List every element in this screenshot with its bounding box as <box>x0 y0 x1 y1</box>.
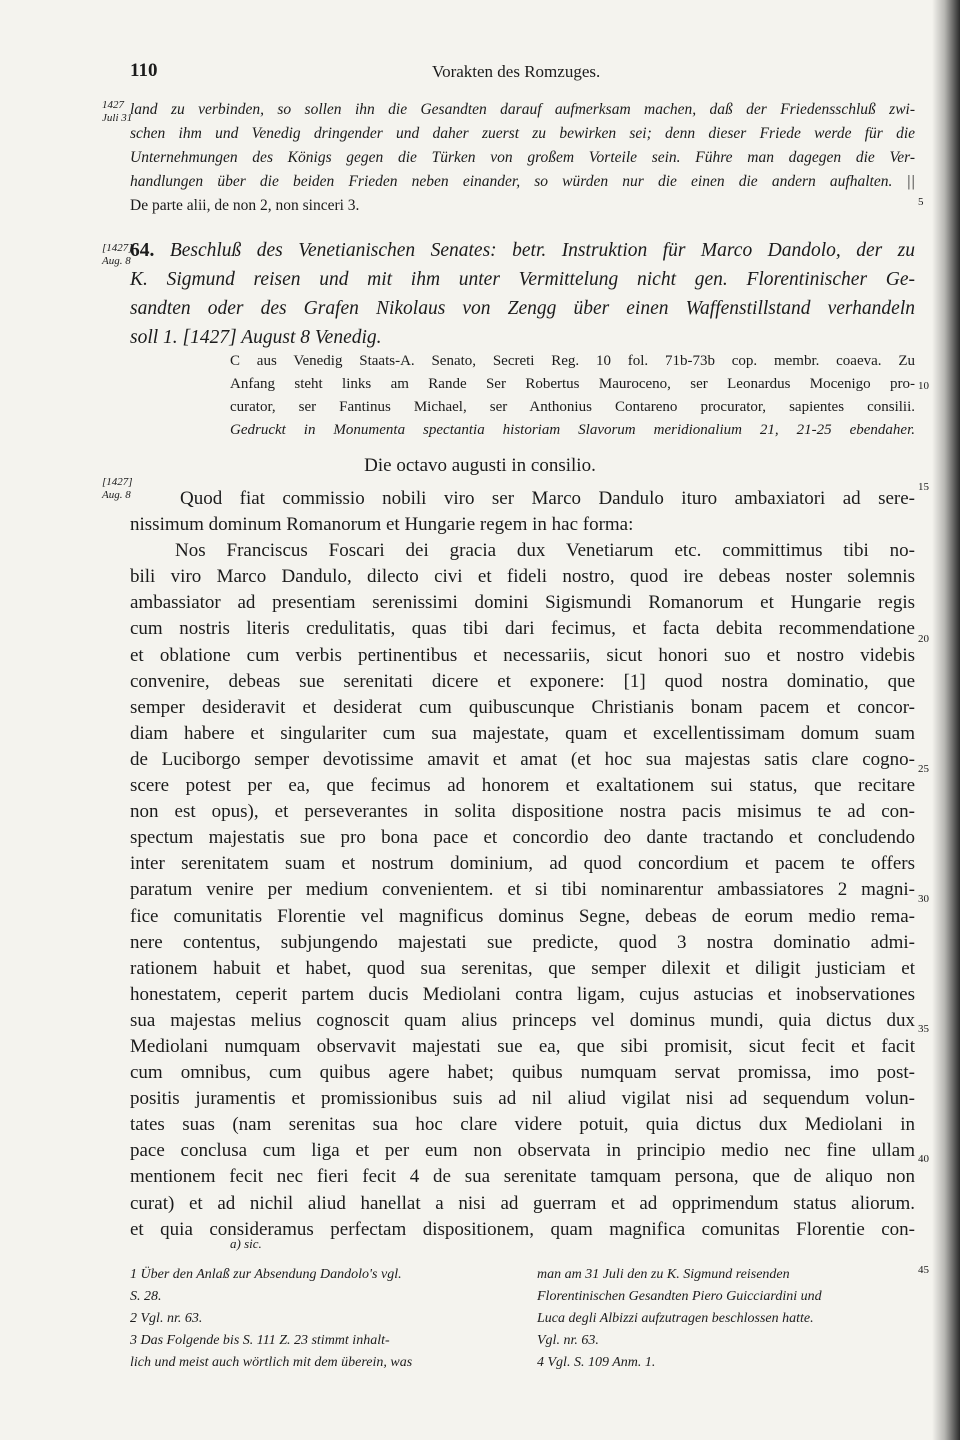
line-number: 30 <box>918 893 929 905</box>
body-line: non est opus), et perseverantes in solita dispositione nostra pacis misimus te ad con- <box>130 801 915 823</box>
line-number: 20 <box>918 633 929 645</box>
summary-line: land zu verbinden, so sollen ihn die Gesandten darauf aufmerksam machen, daß der Friedensschluß zwi- <box>130 101 915 118</box>
footnote-line: Luca degli Albizzi aufzutragen beschlossen hatte. <box>537 1311 814 1326</box>
page-edge-shadow <box>932 0 960 1440</box>
margin-year: 1427 <box>102 99 124 111</box>
page-number: 110 <box>130 60 158 81</box>
source-note <box>230 350 915 442</box>
body-line: spectum majestatis sue pro bona pace et concordio deo dante tractando et concludendo <box>130 827 915 849</box>
line-number: 15 <box>918 481 929 493</box>
body-line: ambassiator ad presentiam serenissimi domini Sigismundi Romanorum et Hungarie regis <box>130 592 915 614</box>
body-line: sua majestas melius cognoscit quam alius princeps vel dominus mundi, quia dictus dux <box>130 1009 915 1031</box>
footnote-line: 4 Vgl. S. 109 Anm. 1. <box>537 1355 656 1370</box>
body-line: bili viro Marco Dandulo, dilecto civi et fideli nostro, quod ire debeas noster solemnis <box>130 566 915 588</box>
document-number: 64. <box>130 240 155 261</box>
body-line: convenire, debeas sue serenitati dicere et exponere: [1] quod nostra dominatio, que <box>130 670 915 692</box>
summary-line: Unternehmungen des Königs gegen die Türken von großem Vorteile sein. Führe man dagegen die Ver- <box>130 149 915 166</box>
footnote-line: lich und meist auch wörtlich mit dem überein, was <box>130 1355 413 1370</box>
body-line: Quod fiat commissio nobili viro ser Marco Dandulo ituro ambaxiatori ad sere- <box>180 488 915 509</box>
running-head <box>0 60 960 86</box>
body-line: semper desideravit et desiderat cum quibuscunque Christianis bonam pacem et concor- <box>130 696 915 718</box>
line-number: 5 <box>918 196 924 208</box>
body-line: scere potest per ea, que fecimus ad honorem et exaltationem sui status, que recitare <box>130 775 915 797</box>
line-number: 35 <box>918 1023 929 1035</box>
body-line: nere contentus, subjungendo majestati sue predicte, quod 3 nostra dominatio admi- <box>130 931 915 953</box>
footnote-line: man am 31 Juli den zu K. Sigmund reisenden <box>537 1267 790 1282</box>
footnote-line: Florentinischen Gesandten Piero Guicciardini und <box>537 1289 822 1304</box>
body-line: et oblatione cum verbis pertinentibus et necessariis, sicut honori suo et nostro videbis <box>130 644 915 666</box>
body-line: de Luciborgo semper devotissime amavit et amat (et hoc sua majestas satis clare cogno- <box>130 748 915 770</box>
margin-day: Aug. 8 <box>102 489 131 501</box>
margin-year: [1427] <box>102 242 133 254</box>
date-heading: Die octavo augusti in consilio. <box>364 455 596 476</box>
footnotes-left-column <box>130 1264 510 1374</box>
body-line: nissimum dominum Romanorum et Hungarie regem in hac forma: <box>130 514 634 536</box>
footnotes-right-column <box>537 1264 915 1374</box>
body-line: Nos Franciscus Foscari dei gracia dux Venetiarum etc. committimus tibi no- <box>175 540 915 562</box>
body-line: pace conclusa cum liga et per eum non observata in principio medio nec fine ullam <box>130 1140 915 1162</box>
line-number: 10 <box>918 380 929 392</box>
preceding-summary <box>130 98 915 218</box>
heading-line: soll 1. [1427] August 8 Venedig. <box>130 327 382 348</box>
margin-day: Aug. 8 <box>102 255 131 267</box>
body-line: mentionem fecit nec fieri fecit 4 de sua serenitate tamquam persona, que de aliquo non <box>130 1166 915 1188</box>
line-number: 45 <box>918 1264 929 1276</box>
source-line: curator, ser Fantinus Michael, ser Anthonius Contareno procurator, sapientes consilii. <box>230 399 915 415</box>
heading-line <box>130 236 915 265</box>
body-line: fice comunitatis Florentie vel magnificus dominus Segne, debeas de eorum medio rema- <box>130 905 915 927</box>
body-line: inter serenitatem suam et nostrum dominium, ad quod concordium et pacem te offers <box>130 853 915 875</box>
body-line: cum nostris literis credulitatis, quas tibi dari fecimus, et facta debita recommendatione <box>130 618 915 640</box>
heading-text: Beschluß des Venetianischen Senates: betr. Instruktion für Marco Dandolo, der zu <box>169 240 915 261</box>
source-line: Anfang steht links am Rande Ser Robertus Mauroceno, ser Leonardus Mocenigo pro- <box>230 376 915 392</box>
line-number: 25 <box>918 763 929 775</box>
summary-line: handlungen über die beiden Frieden neben einander, so würden nur die einen die andern aufhalten. || <box>130 173 915 190</box>
margin-day: Juli 31 <box>102 112 133 124</box>
document-body <box>130 486 915 1243</box>
body-line: curat) et ad nichil aliud hanellat a nisi ad guerram et ad opprimendum status aliorum. <box>130 1192 915 1214</box>
source-line: Gedruckt in Monumenta spectantia historiam Slavorum meridionalium 21, 21-25 ebendaher. <box>230 422 915 438</box>
body-line: diam habere et singulariter cum sua majestate, quam et excellentissimam domum suam <box>130 722 915 744</box>
line-number: 40 <box>918 1153 929 1165</box>
body-line: Mediolani numquam observavit majestati sue ea, que sibi promisit, sicut fecit et facit <box>130 1035 915 1057</box>
heading-line: K. Sigmund reisen und mit ihm unter Vermittelung nicht gen. Florentinischer Ge- <box>130 269 915 290</box>
body-line: cum omnibus, cum quibus agere habet; quibus numquam servat promissa, imo post- <box>130 1062 915 1084</box>
source-line: C aus Venedig Staats-A. Senato, Secreti Reg. 10 fol. 71b-73b cop. membr. coaeva. Zu <box>230 353 915 369</box>
footnote-line: 1 Über den Anlaß zur Absendung Dandolo's vgl. <box>130 1267 402 1282</box>
summary-line: De parte alii, de non 2, non sinceri 3. <box>130 197 360 214</box>
summary-line: schen ihm und Venedig dringender und daher zuerst zu bewirken sei; denn dieser Friede werde für die <box>130 125 915 142</box>
body-line: tates suas (nam serenitas sua hoc clare videre potuit, quia dictus dux Mediolani in <box>130 1114 915 1136</box>
footnote-line: 2 Vgl. nr. 63. <box>130 1311 203 1326</box>
running-title: Vorakten des Romzuges. <box>432 62 601 81</box>
body-line: honestatem, ceperit partem ducis Mediolani contra ligam, cujus astucias et inobservationes <box>130 983 915 1005</box>
body-line: positis juramentis et promissionibus suis ad nil aliud vigilat nisi ad sequendum volun- <box>130 1088 915 1110</box>
footnote-line: S. 28. <box>130 1289 162 1304</box>
body-line: rationem habuit et habet, quod sua serenitas, que semper dilexit et diligit justiciam et <box>130 957 915 979</box>
footnote-line: Vgl. nr. 63. <box>537 1333 599 1348</box>
body-line: et quia consideramus perfectam dispositionem, quam magnifica comunitas Florentie con- <box>130 1218 915 1240</box>
textual-note: a) sic. <box>230 1236 262 1251</box>
body-line: paratum venire per medium convenientem. et si tibi nominarentur ambassiatores 2 magni- <box>130 879 915 901</box>
footnote-line: 3 Das Folgende bis S. 111 Z. 23 stimmt inhalt- <box>130 1333 390 1348</box>
heading-line: sandten oder des Grafen Nikolaus von Zengg über einen Waffenstillstand verhandeln <box>130 298 915 319</box>
margin-year: [1427] <box>102 476 133 488</box>
document-heading <box>130 236 915 352</box>
